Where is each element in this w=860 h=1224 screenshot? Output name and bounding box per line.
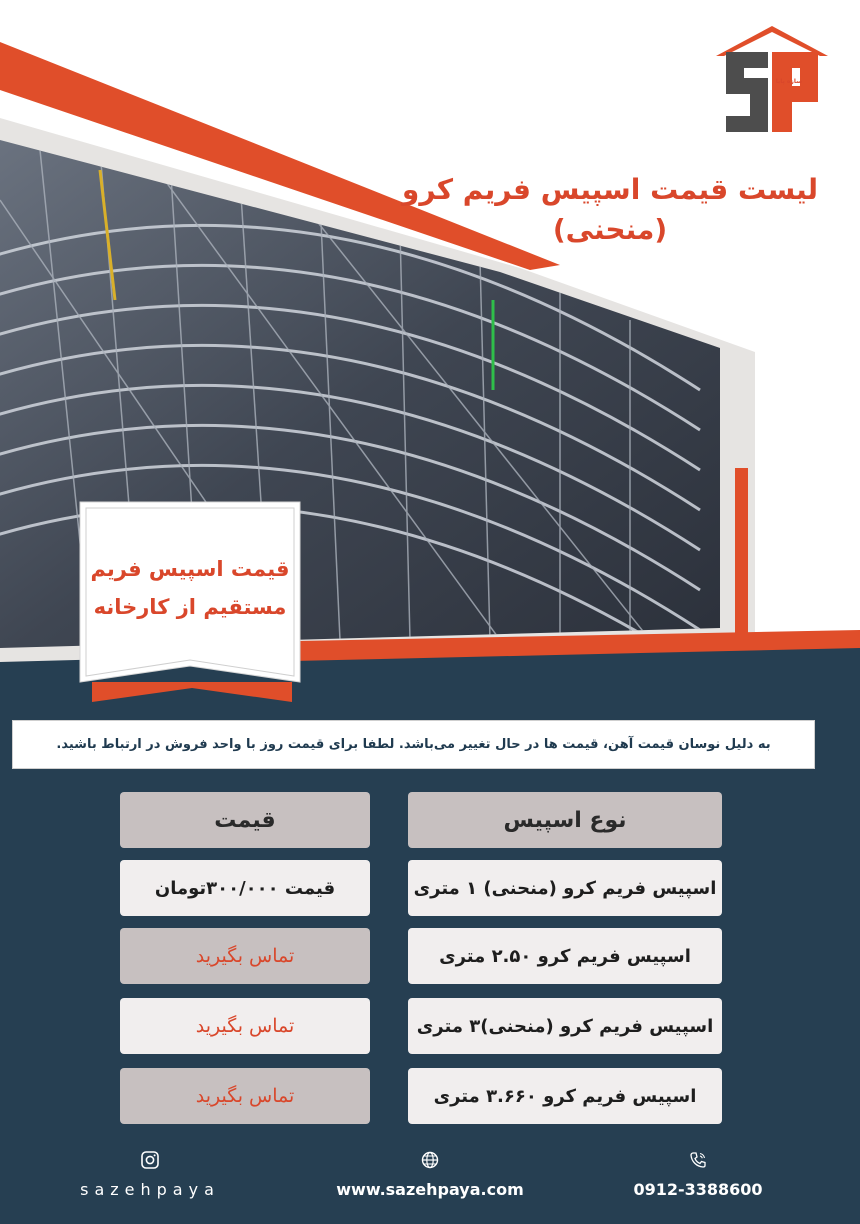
row-1-type: اسپیس فریم کرو (منحنی) ۱ متری [408, 860, 722, 916]
row-2-type: اسپیس فریم کرو ۲.۵۰ متری [408, 928, 722, 984]
row-4-type: اسپیس فریم کرو ۳.۶۶۰ متری [408, 1068, 722, 1124]
footer-phone[interactable] [598, 1150, 798, 1199]
page-title: لیست قیمت اسپیس فریم کرو (منحنی) [401, 173, 819, 246]
globe-icon [420, 1150, 440, 1170]
row-4-price[interactable]: تماس بگیرید [120, 1068, 370, 1124]
row-1-price: قیمت ۳۰۰/۰۰۰تومان [120, 860, 370, 916]
header-type: نوع اسپیس [408, 792, 722, 848]
orange-stripe-right [735, 468, 748, 650]
header-price: قیمت [120, 792, 370, 848]
website-link[interactable]: www.sazehpaya.com [336, 1180, 524, 1199]
instagram-handle[interactable]: sazehpaya [80, 1180, 220, 1199]
footer-instagram[interactable] [50, 1150, 250, 1199]
row-3-price[interactable]: تماس بگیرید [120, 998, 370, 1054]
footer-website[interactable] [330, 1150, 530, 1199]
row-3-type: اسپیس فریم کرو (منحنی)۳ متری [408, 998, 722, 1054]
logo-tagline: سازه پایا [775, 78, 802, 85]
instagram-icon [140, 1150, 160, 1170]
badge-line-2: مستقیم از کارخانه [93, 595, 287, 619]
badge-line-1: قیمت اسپیس فریم [90, 557, 290, 581]
row-2-price[interactable]: تماس بگیرید [120, 928, 370, 984]
phone-number[interactable]: 0912-3388600 [633, 1180, 763, 1199]
badge-text [86, 550, 294, 626]
phone-icon [688, 1150, 708, 1170]
price-notice: به دلیل نوسان قیمت آهن، قیمت ها در حال تغییر می‌باشد. لطفا برای قیمت روز با واحد فروش در ارتباط باشید. [12, 720, 815, 769]
